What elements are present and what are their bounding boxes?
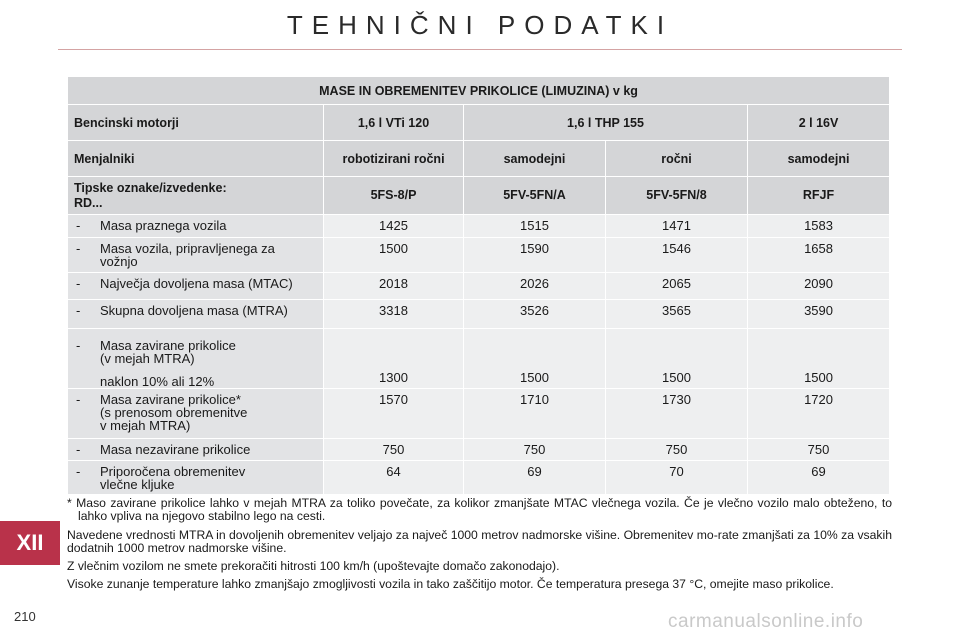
note-altitude: Navedene vrednosti MTRA in dovoljenih obremenitev veljajo za največ 1000 metrov nadmorske višine. Obremenitev mo-rate zmanjšati za 10% za vsakih dodatnih 1000 metrov nadmorske višine. xyxy=(67,528,892,555)
type-4: RFJF xyxy=(748,177,890,215)
cell: 3526 xyxy=(464,300,606,329)
cell: 69 xyxy=(748,461,890,495)
title-divider xyxy=(58,49,902,50)
engine-3: 2 l 16V xyxy=(748,105,890,141)
cell: 70 xyxy=(606,461,748,495)
types-label-line-1: Tipske oznake/izvedenke: xyxy=(74,180,227,195)
cell: 1546 xyxy=(606,238,748,273)
table-row xyxy=(68,238,890,273)
cell: 2090 xyxy=(748,273,890,300)
row-label: - Masa nezavirane prikolice xyxy=(68,439,324,461)
table-caption-row xyxy=(68,77,890,105)
cell: 1583 xyxy=(748,215,890,238)
row-label: - Priporočena obremenitev vlečne kljuke xyxy=(68,461,324,495)
row-label: - Masa zavirane prikolice* (s prenosom obremenitve v mejah MTRA) xyxy=(68,389,324,439)
gearbox-3: ročni xyxy=(606,141,748,177)
types-label xyxy=(68,177,324,215)
cell: 1720 xyxy=(748,389,890,439)
cell: 3590 xyxy=(748,300,890,329)
types-row xyxy=(68,177,890,215)
gearbox-row xyxy=(68,141,890,177)
row-label: - Masa vozila, pripravljenega za vožnjo xyxy=(68,238,324,273)
engines-row xyxy=(68,105,890,141)
page-number: 210 xyxy=(14,609,36,624)
row-label: - Največja dovoljena masa (MTAC) xyxy=(68,273,324,300)
gearbox-2: samodejni xyxy=(464,141,606,177)
table-caption: MASE IN OBREMENITEV PRIKOLICE (LIMUZINA) v kg xyxy=(68,77,890,105)
gearbox-1: robotizirani ročni xyxy=(324,141,464,177)
engines-label: Bencinski motorji xyxy=(68,105,324,141)
note-temperature: Visoke zunanje temperature lahko zmanjšajo zmogljivosti vozila in tako zaščitijo motor. Če temperatura presega 37 °C, omejite maso prikolice. xyxy=(67,577,834,591)
watermark: carmanualsonline.info xyxy=(668,611,864,632)
cell: 750 xyxy=(606,439,748,461)
row-sub-label: naklon 10% ali 12% xyxy=(100,374,215,389)
notes xyxy=(67,497,892,596)
type-2: 5FV-5FN/A xyxy=(464,177,606,215)
engine-2: 1,6 l THP 155 xyxy=(464,105,748,141)
note-speed: Z vlečnim vozilom ne smete prekoračiti hitrosti 100 km/h (upoštevajte domačo zakonodajo). xyxy=(67,559,560,573)
types-label-line-2: RD... xyxy=(74,195,103,210)
cell: 750 xyxy=(748,439,890,461)
cell: 750 xyxy=(324,439,464,461)
table-row xyxy=(68,215,890,238)
cell: 1570 xyxy=(324,389,464,439)
cell: 3318 xyxy=(324,300,464,329)
cell: 3565 xyxy=(606,300,748,329)
cell: 1500 xyxy=(606,329,748,389)
footnote-star: * Maso zavirane prikolice lahko v mejah MTRA za toliko povečate, za kolikor zmanjšate MTAC vlečnega vozila. Če je vlečno vozilo malo obteženo, to lahko vpliva na njegovo stabilno lego na cesti. xyxy=(67,496,892,523)
table-row xyxy=(68,329,890,389)
cell: 2065 xyxy=(606,273,748,300)
type-1: 5FS-8/P xyxy=(324,177,464,215)
cell: 1500 xyxy=(324,238,464,273)
cell: 1300 xyxy=(324,329,464,389)
engine-1: 1,6 l VTi 120 xyxy=(324,105,464,141)
table-row xyxy=(68,273,890,300)
cell: 1500 xyxy=(748,329,890,389)
cell: 1730 xyxy=(606,389,748,439)
cell: 1590 xyxy=(464,238,606,273)
table-row xyxy=(68,439,890,461)
cell: 69 xyxy=(464,461,606,495)
cell: 2018 xyxy=(324,273,464,300)
cell: 1710 xyxy=(464,389,606,439)
chapter-tab: XII xyxy=(0,521,60,565)
cell: 1425 xyxy=(324,215,464,238)
cell: 1471 xyxy=(606,215,748,238)
row-label: - Skupna dovoljena masa (MTRA) xyxy=(68,300,324,329)
cell: 1515 xyxy=(464,215,606,238)
trailer-mass-table xyxy=(67,76,890,495)
table-row xyxy=(68,389,890,439)
table-row xyxy=(68,461,890,495)
cell: 64 xyxy=(324,461,464,495)
dash: - xyxy=(76,218,81,233)
cell: 1658 xyxy=(748,238,890,273)
type-3: 5FV-5FN/8 xyxy=(606,177,748,215)
row-label: - Masa zavirane prikolice (v mejah MTRA) naklon 10% ali 12% xyxy=(68,329,324,389)
cell: 1500 xyxy=(464,329,606,389)
row-label: - Masa praznega vozila xyxy=(68,215,324,238)
gearbox-label: Menjalniki xyxy=(68,141,324,177)
cell: 2026 xyxy=(464,273,606,300)
cell: 750 xyxy=(464,439,606,461)
table-row xyxy=(68,300,890,329)
page-title: TEHNIČNI PODATKI xyxy=(286,10,674,40)
gearbox-4: samodejni xyxy=(748,141,890,177)
